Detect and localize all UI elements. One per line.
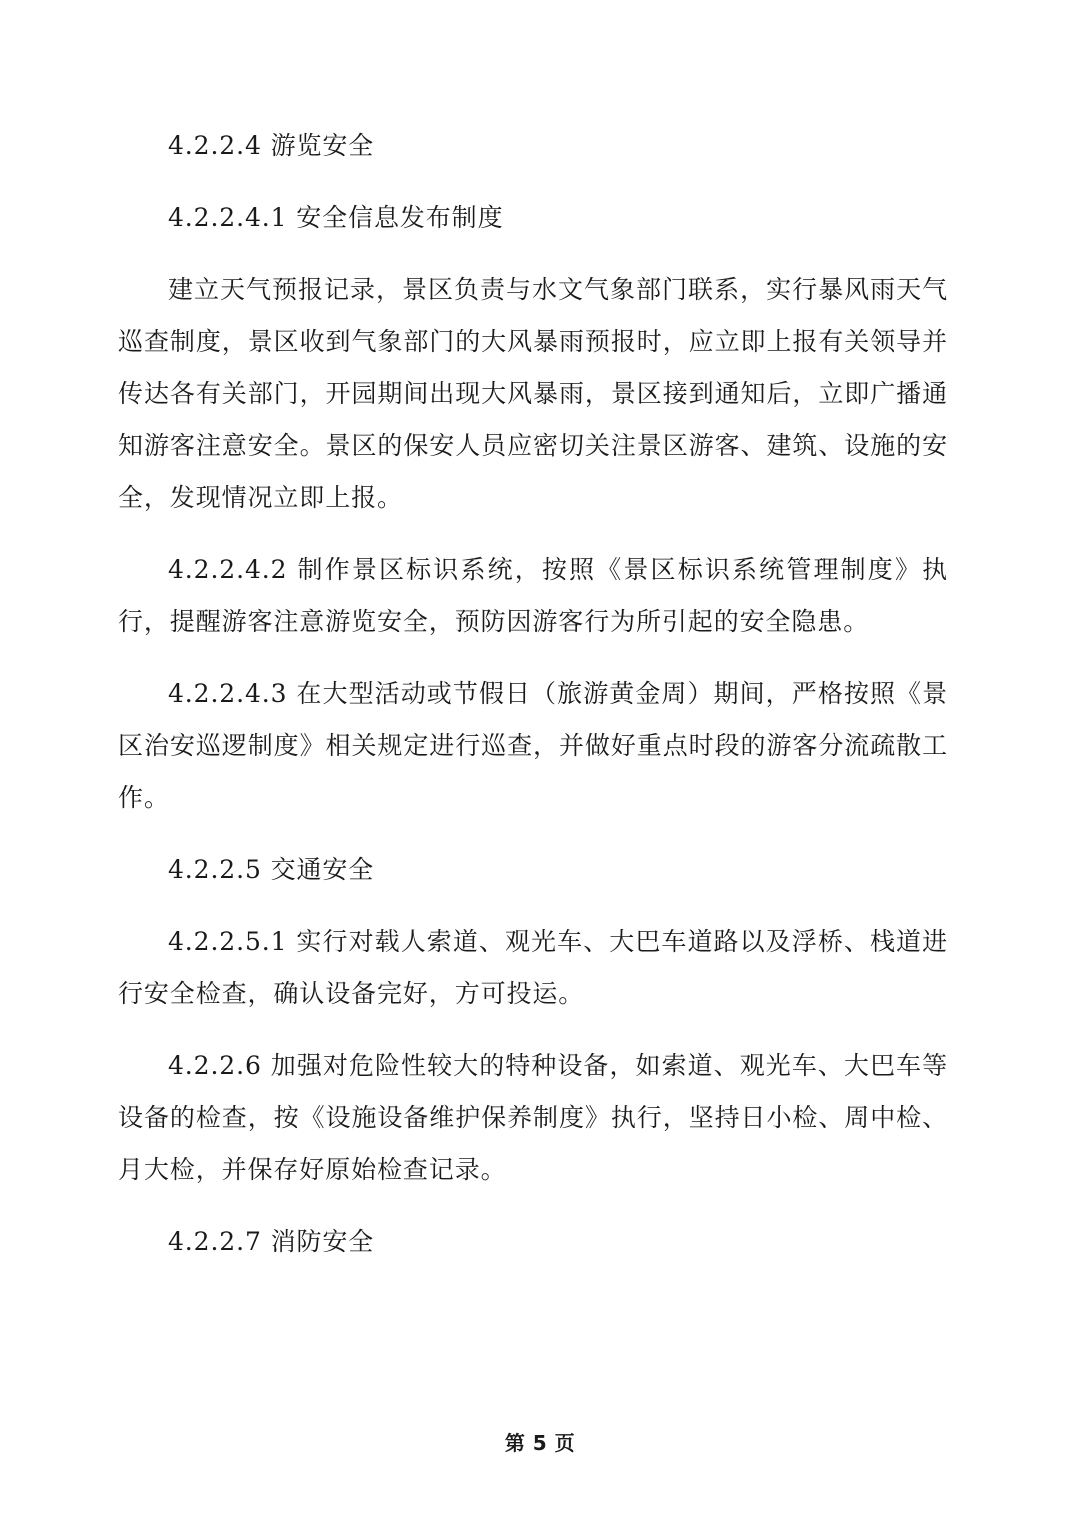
paragraph-4-2-2-4-2: 4.2.2.4.2 制作景区标识系统，按照《景区标识系统管理制度》执行，提醒游客注意游览安全，预防因游客行为所引起的安全隐患。	[118, 555, 948, 636]
section-heading-4-2-2-5: 4.2.2.5 交通安全	[168, 855, 375, 884]
paragraph-weather-warning: 建立天气预报记录，景区负责与水文气象部门联系，实行暴风雨天气巡查制度，景区收到气象部门的大风暴雨预报时，应立即上报有关领导并传达各有关部门，开园期间出现大风暴雨，景区接到通知后，立即广播通知游客注意安全。景区的保安人员应密切关注景区游客、建筑、设施的安全，发现情况立即上报。	[118, 275, 948, 512]
section-heading-4-2-2-7: 4.2.2.7 消防安全	[168, 1227, 375, 1256]
section-heading-4-2-2-4: 4.2.2.4 游览安全	[168, 131, 375, 160]
paragraph-4-2-2-4-3: 4.2.2.4.3 在大型活动或节假日（旅游黄金周）期间，严格按照《景区治安巡逻制度》相关规定进行巡查，并做好重点时段的游客分流疏散工作。	[118, 679, 948, 812]
paragraph-4-2-2-6: 4.2.2.6 加强对危险性较大的特种设备，如索道、观光车、大巴车等设备的检查，按《设施设备维护保养制度》执行，坚持日小检、周中检、月大检，并保存好原始检查记录。	[118, 1051, 948, 1184]
document-body	[118, 120, 948, 1288]
paragraph-4-2-2-5-1: 4.2.2.5.1 实行对载人索道、观光车、大巴车道路以及浮桥、栈道进行安全检查，确认设备完好，方可投运。	[118, 927, 948, 1008]
section-heading-4-2-2-4-1: 4.2.2.4.1 安全信息发布制度	[168, 203, 504, 232]
page-number: 第 5 页	[504, 1431, 576, 1455]
